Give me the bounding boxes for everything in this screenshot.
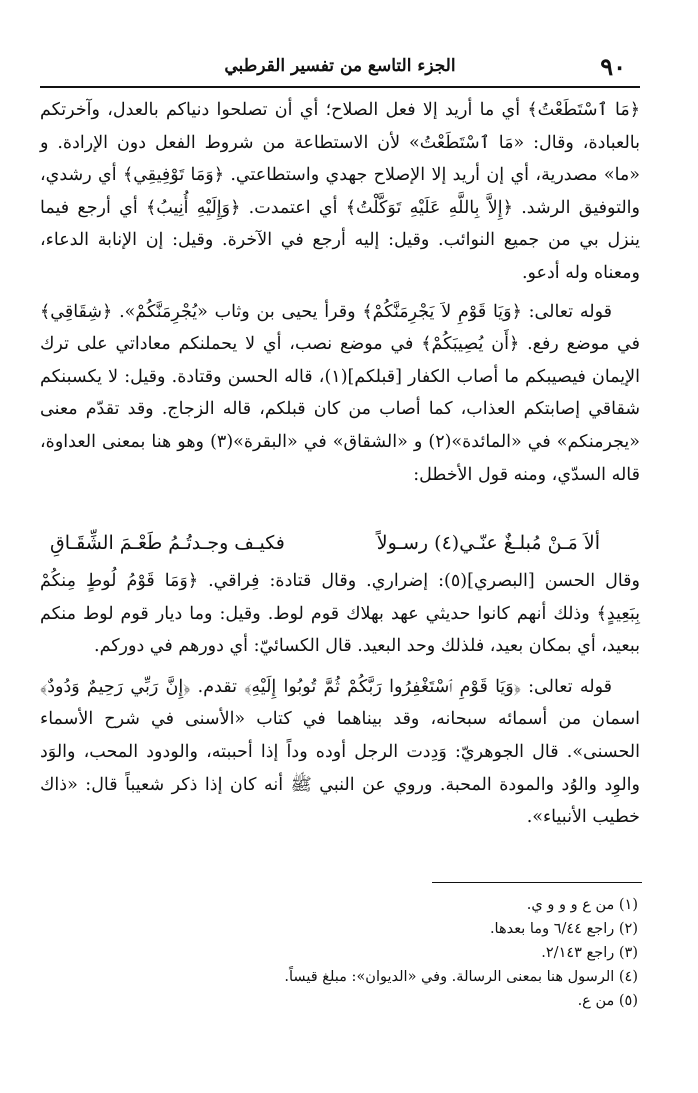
footnote-2: (٢) راجع ٦/٤٤ وما بعدها. bbox=[489, 921, 638, 937]
footnote-5: (٥) من ع. bbox=[577, 993, 638, 1009]
running-title: الجزء التاسع من تفسير القرطبي bbox=[224, 56, 456, 76]
main-text bbox=[40, 94, 640, 497]
poetry-verse bbox=[40, 528, 640, 564]
main-text-continued bbox=[40, 565, 640, 842]
footnote-divider bbox=[432, 882, 642, 883]
footnote-1: (١) من ع و و و ي. bbox=[526, 897, 638, 913]
footnotes bbox=[40, 893, 638, 1013]
paragraph-4: قوله تعالى: ﴿وَيَا قَوْمِ ٱسْتَغْفِرُوا رَبَّكُمْ ثُمَّ تُوبُوا إِلَيْهِ﴾ تقدم. ﴿إِنَّ رَبِّي رَحِيمٌ وَدُودٌ﴾ اسمان من أسمائه سبحانه، وقد بيناهما في كتاب «الأسنى في شرح الأسماء الحسنى». قال الجوهريّ: وَدِدت الرجل أوده وداً إذا أحببته، والودود المحب، والوَد والوِد والوُد والمودة المحبة. وروي عن النبي ﷺ أنه كان إذا ذكر شعيباً قال: «ذاك خطيب الأنبياء». bbox=[40, 676, 640, 828]
footnote-3: (٣) راجع ٢/١٤٣. bbox=[541, 945, 638, 961]
page-header bbox=[40, 52, 640, 88]
page-number: ٩٠ bbox=[600, 52, 626, 81]
paragraph-2: قوله تعالى: ﴿وَيَا قَوْمِ لاَ يَجْرِمَنَّكُمْ﴾ وقرأ يحيى بن وثاب «يُجْرِمَنَّكُمْ». ﴿شِقَاقِي﴾ في موضع رفع. ﴿أَن يُصِيبَكُمْ﴾ في موضع نصب، أي لا يحملنكم معاداتي على ترك الإيمان فيصيبكم ما أصاب الكفار [قبلكم](١)، قاله الحسن وقتادة. وقيل: لا يكسبنكم شقاقي إصابتكم العذاب، كما أصاب من كان قبلكم، قاله الزجاج. وقد تقدّم معنى «يجرمنكم» في «المائدة»(٢) و «الشقاق» في «البقرة»(٣) وهو هنا بمعنى العداوة، قاله السدّي، ومنه قول الأخطل: bbox=[40, 301, 641, 485]
paragraph-1: ﴿مَا ٱسْتَطَعْتُ﴾ أي ما أريد إلا فعل الصلاح؛ أي أن تصلحوا دنياكم بالعدل، وآخرتكم بالعبادة، وقال: «مَا ٱسْتَطَعْتُ» لأن الاستطاعة من شروط الفعل دون الإرادة. و «ما» مصدرية، أي إن أريد إلا الإصلاح جهدي واستطاعتي. ﴿وَمَا تَوْفِيقِي﴾ أي رشدي، والتوفيق الرشد. ﴿إِلاَّ بِاللَّهِ عَلَيْهِ تَوَكَّلْتُ﴾ أي اعتمدت. ﴿وَإِلَيْهِ أُنِيبُ﴾ أي أرجع فيما ينزل بي من جميع النوائب. وقيل: إليه أرجع في الآخرة. وقيل: إن الإنابة الدعاء، ومعناه وله أدعو. bbox=[40, 100, 640, 283]
paragraph-3: وقال الحسن [البصري](٥): إضراري. وقال قتادة: فِراقي. ﴿وَمَا قَوْمُ لُوطٍ مِنكُمْ بِبَعِيدٍ﴾ وذلك أنهم كانوا حديثي عهد بهلاك قوم لوط. وقيل: وما ديار قوم لوط منكم ببعيد، أي بمكان بعيد، فلذلك وحد البعيد. قال الكسائيّ: أي دورهم في دوركم. bbox=[40, 571, 640, 657]
footnote-4: (٤) الرسول هنا بمعنى الرسالة. وفي «الديوان»: مبلغ قيساً. bbox=[284, 969, 638, 985]
verse-hemistich-first: ألاَ مَـنْ مُبلـغٌ عنّـي(٤) رسـولاً bbox=[376, 532, 600, 554]
verse-hemistich-second: فكيـف وجـدتُـمُ طَعْـمَ الشِّقَـاقِ bbox=[50, 532, 285, 554]
